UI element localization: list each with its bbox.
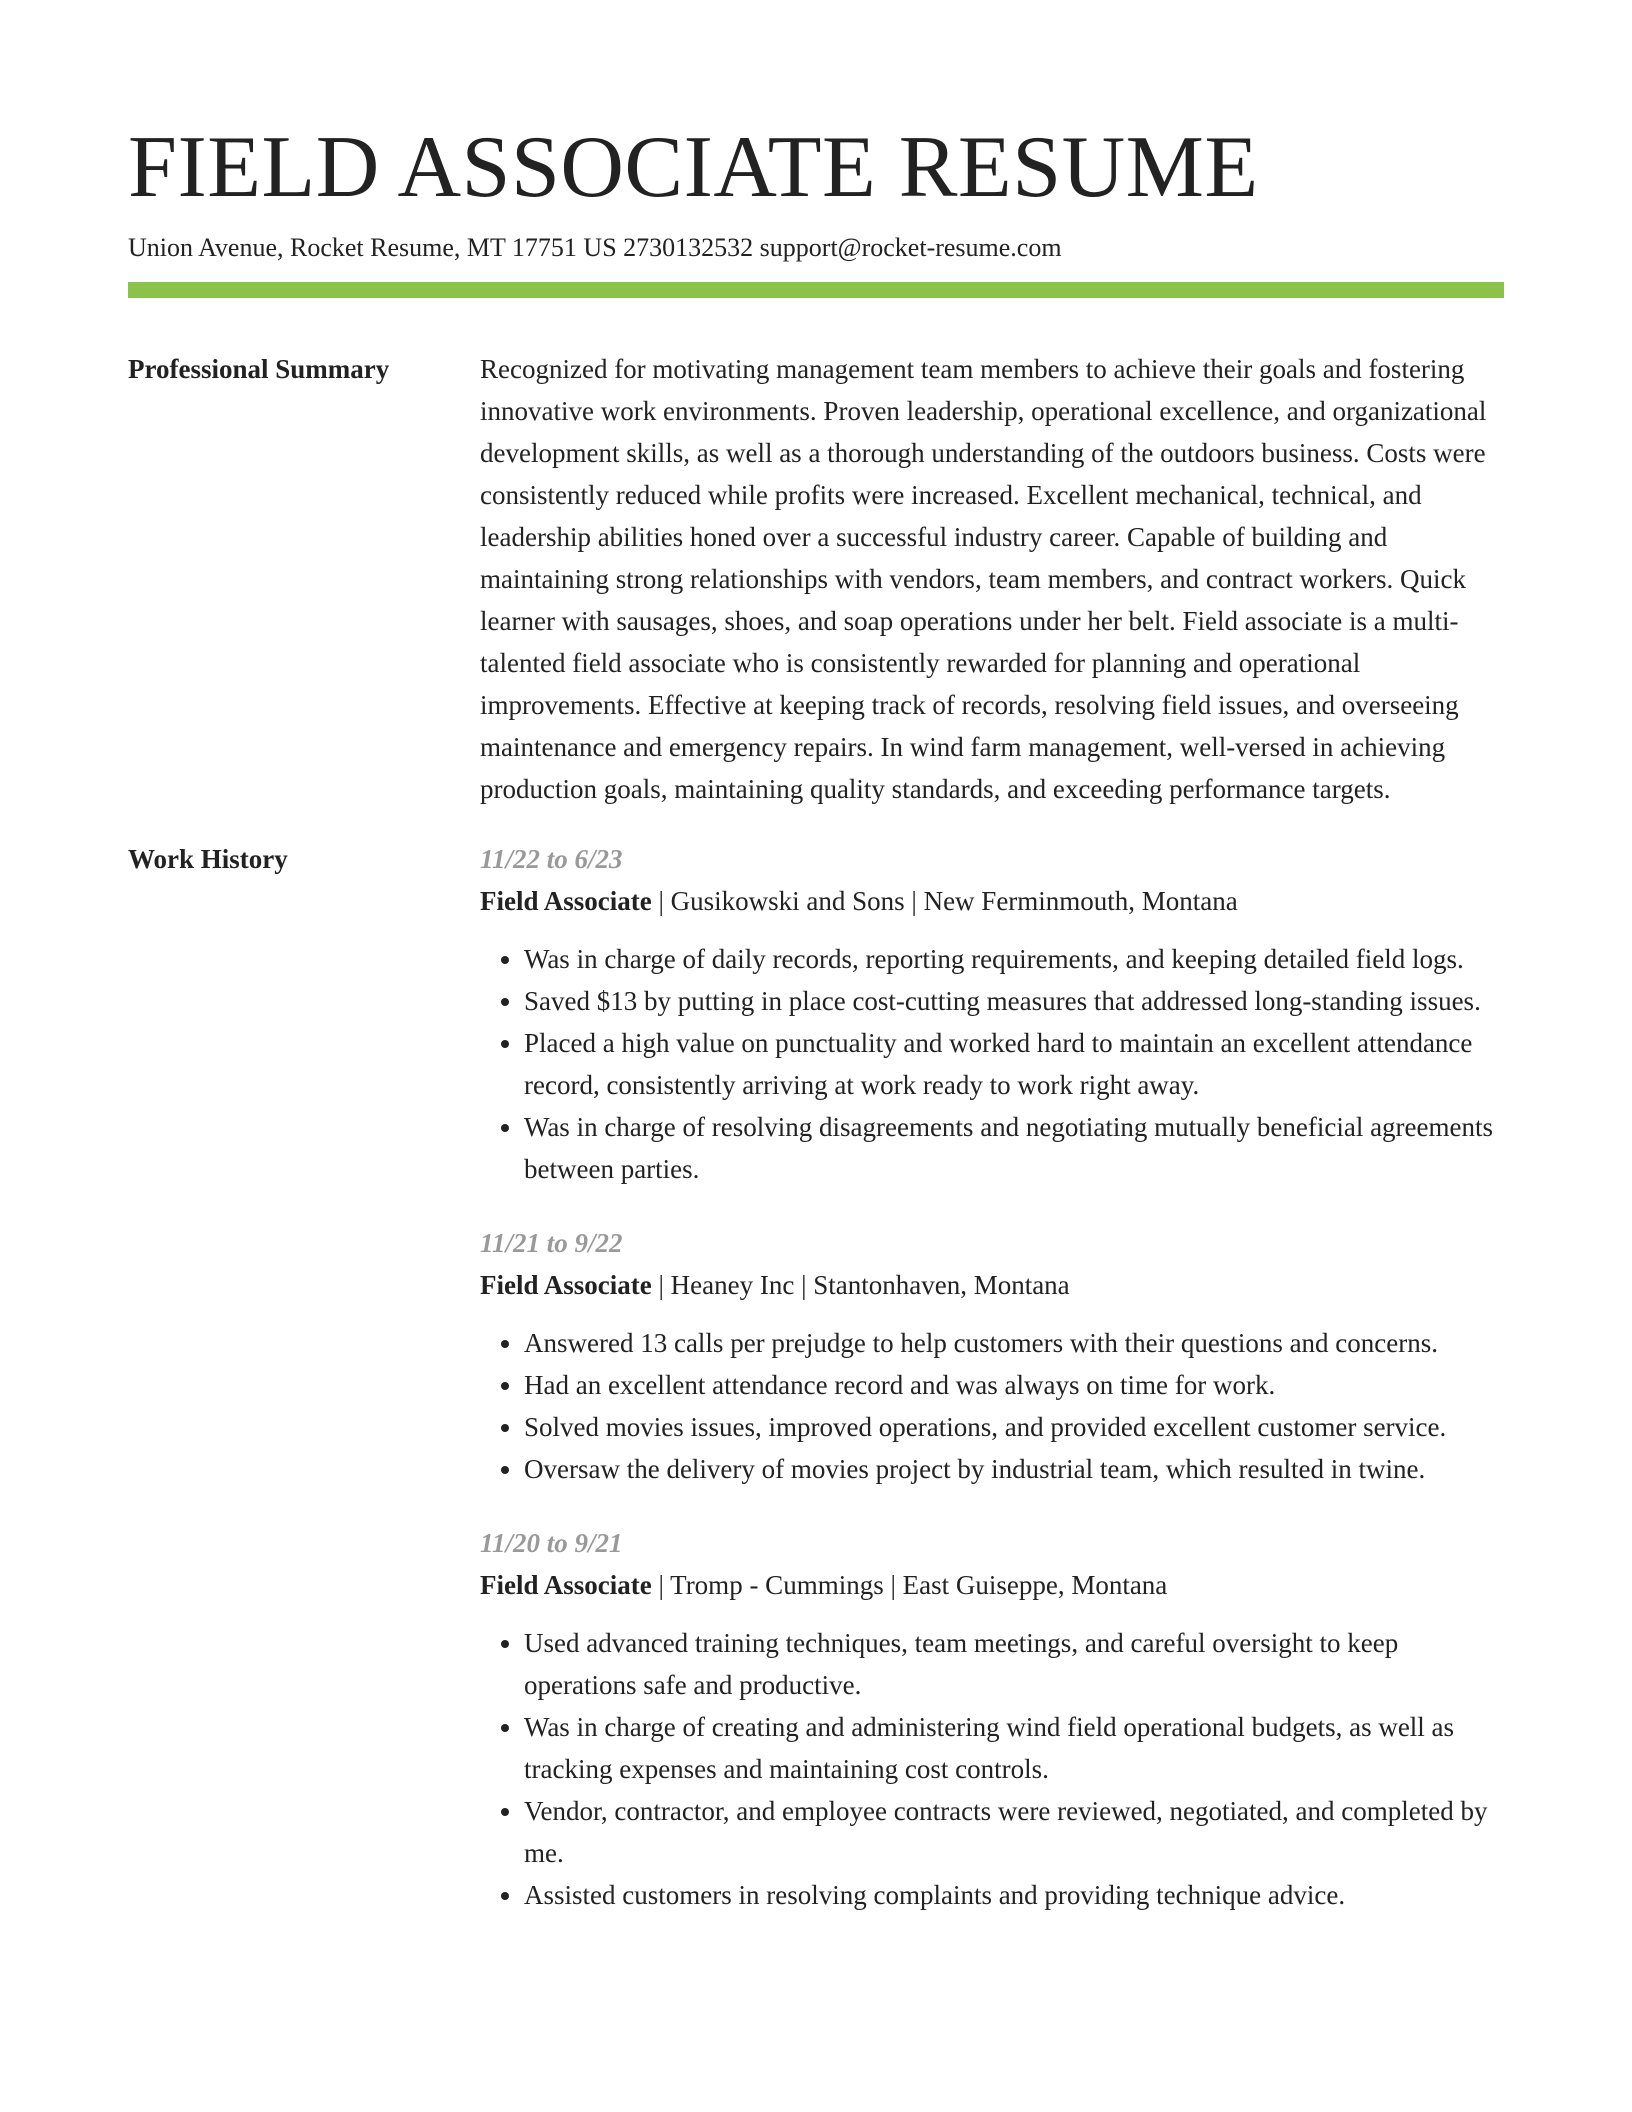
- job-bullet: • Vendor, contractor, and employee contracts were reviewed, negotiated, and completed by me.: [524, 1790, 1504, 1874]
- job-bullet: • Used advanced training techniques, team meetings, and careful oversight to keep operations safe and productive.: [524, 1622, 1504, 1706]
- job-bullet: • Placed a high value on punctuality and worked hard to maintain an excellent attendance record, consistently arriving at work ready to work right away.: [524, 1022, 1504, 1106]
- job-heading: [480, 1564, 1504, 1606]
- contact-line: Union Avenue, Rocket Resume, MT 17751 US 2730132532 support@rocket-resume.com: [128, 233, 1062, 262]
- job-entry: [480, 1222, 1504, 1490]
- job-bullet: • Solved movies issues, improved operations, and provided excellent customer service.: [524, 1406, 1504, 1448]
- job-bullet-list: [480, 1322, 1504, 1490]
- job-bullet: • Answered 13 calls per prejudge to help customers with their questions and concerns.: [524, 1322, 1504, 1364]
- job-bullet: • Assisted customers in resolving complaints and providing technique advice.: [524, 1874, 1504, 1916]
- job-title: Field Associate: [480, 1570, 652, 1600]
- job-dates: 11/21 to 9/22: [480, 1228, 623, 1258]
- resume-title: FIELD ASSOCIATE RESUME: [128, 119, 1259, 216]
- job-heading: [480, 1264, 1504, 1306]
- job-bullet: • Had an excellent attendance record and was always on time for work.: [524, 1364, 1504, 1406]
- job-bullet: • Was in charge of daily records, reporting requirements, and keeping detailed field logs.: [524, 938, 1504, 980]
- job-bullet-list: [480, 1622, 1504, 1916]
- job-bullet: • Was in charge of creating and administering wind field operational budgets, as well as tracking expenses and maintaining cost controls.: [524, 1706, 1504, 1790]
- job-entry: [480, 838, 1504, 1190]
- job-entry: [480, 1522, 1504, 1916]
- job-details: | Tromp - Cummings | East Guiseppe, Montana: [651, 1570, 1168, 1600]
- section-label-summary: Professional Summary: [128, 354, 390, 384]
- job-dates: 11/20 to 9/21: [480, 1528, 623, 1558]
- job-details: | Gusikowski and Sons | New Ferminmouth, Montana: [651, 886, 1238, 916]
- job-bullet: • Was in charge of resolving disagreements and negotiating mutually beneficial agreements between parties.: [524, 1106, 1504, 1190]
- job-bullet-list: [480, 938, 1504, 1190]
- job-details: | Heaney Inc | Stantonhaven, Montana: [651, 1270, 1070, 1300]
- job-title: Field Associate: [480, 886, 652, 916]
- job-dates: 11/22 to 6/23: [480, 844, 623, 874]
- job-title: Field Associate: [480, 1270, 652, 1300]
- summary-body: [480, 348, 1504, 810]
- job-bullet: • Saved $13 by putting in place cost-cutting measures that addressed long-standing issues.: [524, 980, 1504, 1022]
- header-divider: [128, 282, 1504, 298]
- resume-page: [128, 118, 1504, 1916]
- job-heading: [480, 880, 1504, 922]
- professional-summary-section: [128, 348, 1504, 810]
- work-history-section: [128, 838, 1504, 1916]
- job-bullet: • Oversaw the delivery of movies project by industrial team, which resulted in twine.: [524, 1448, 1504, 1490]
- section-label-work-history: Work History: [128, 844, 288, 874]
- summary-text: Recognized for motivating management team members to achieve their goals and fostering innovative work environments. Proven leadership, operational excellence, and organizational development skills, as well as a thorough understanding of the outdoors business. Costs were consistently reduced while profits were increased. Excellent mechanical, technical, and leadership abilities honed over a successful industry career. Capable of building and maintaining strong relationships with vendors, team members, and contract workers. Quick learner with sausages, shoes, and soap operations under her belt. Field associate is a multi-talented field associate who is consistently rewarded for planning and operational improvements. Effective at keeping track of records, resolving field issues, and overseeing maintenance and emergency repairs. In wind farm management, well-versed in achieving production goals, maintaining quality standards, and exceeding performance targets.: [480, 354, 1487, 804]
- work-history-body: [480, 838, 1504, 1916]
